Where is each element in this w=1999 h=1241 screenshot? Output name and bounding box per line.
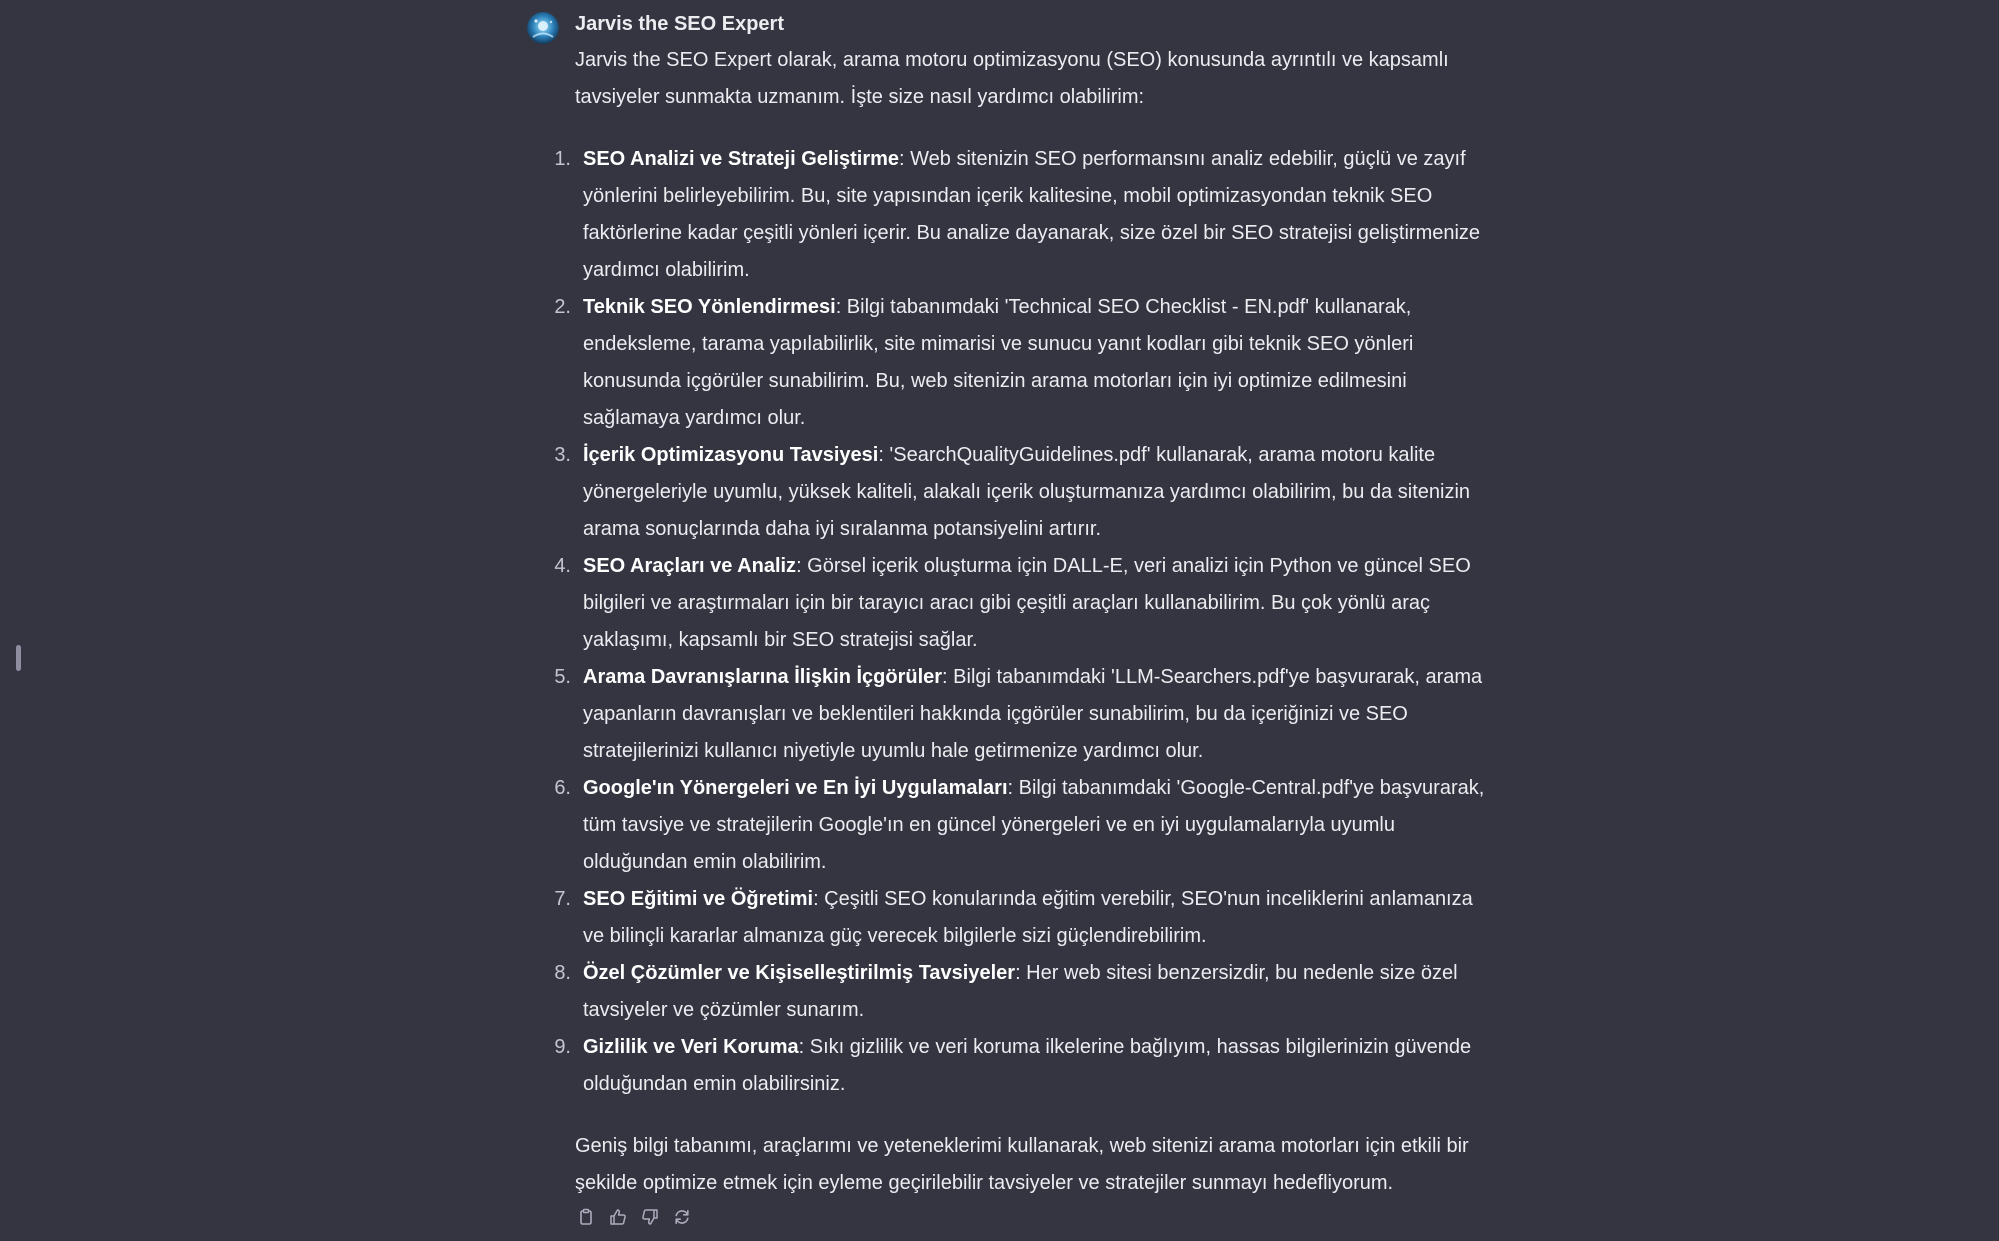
author-name: Jarvis the SEO Expert	[575, 13, 784, 35]
list-item-title: Google'ın Yönergeleri ve En İyi Uygulamaları	[583, 777, 1008, 799]
list-item-title: İçerik Optimizasyonu Tavsiyesi	[583, 444, 879, 466]
list-item-text: : Görsel içerik oluşturma için DALL-E, veri analizi için Python ve güncel SEO bilgileri ve araştırmaları için bir tarayıcı aracı gibi çeşitli araçları kullanabilirim. Bu çok yönlü araç yaklaşımı, kapsamlı bir SEO stratejisi sağlar.	[583, 555, 1471, 651]
list-item-title: SEO Analizi ve Strateji Geliştirme	[583, 148, 900, 170]
copy-button[interactable]	[577, 1208, 595, 1226]
list-item	[554, 141, 1487, 289]
avatar	[527, 12, 559, 44]
list-number: 7.	[554, 888, 571, 910]
list-number: 1.	[554, 148, 571, 170]
list-item	[554, 881, 1487, 955]
list-item-title: Gizlilik ve Veri Koruma	[583, 1036, 799, 1058]
list-item-text: : Bilgi tabanımdaki 'Google-Central.pdf'ye başvurarak, tüm tavsiye ve stratejilerin Google'ın en güncel yönergeleri ve en iyi uygulamalarıyla uyumlu olduğundan emin olabilirim.	[583, 777, 1485, 873]
capability-list	[554, 141, 1487, 1103]
list-item-text: : Çeşitli SEO konularında eğitim verebilir, SEO'nun inceliklerini anlamanıza ve bilinçli kararlar almanıza güç verecek bilgilerle sizi güçlendirebilirim.	[583, 888, 1473, 947]
list-item-title: Arama Davranışlarına İlişkin İçgörüler	[583, 666, 943, 688]
regenerate-icon	[673, 1208, 691, 1226]
list-number: 5.	[554, 666, 571, 688]
thumbs-up-icon	[609, 1208, 627, 1226]
list-item-text: : Bilgi tabanımdaki 'LLM-Searchers.pdf'ye başvurarak, arama yapanların davranışları ve beklentileri hakkında içgörüler sunabilirim, bu da içeriğinizi ve SEO stratejilerinizi kullanıcı niyetiyle uyumlu hale getirmenize yardımcı olur.	[583, 666, 1483, 762]
list-number: 6.	[554, 777, 571, 799]
message-actions	[577, 1208, 1487, 1226]
list-item-title: Özel Çözümler ve Kişiselleştirilmiş Tavsiyeler	[583, 962, 1016, 984]
list-item	[554, 548, 1487, 659]
list-item	[554, 955, 1487, 1029]
list-number: 2.	[554, 296, 571, 318]
list-item-title: Teknik SEO Yönlendirmesi	[583, 296, 836, 318]
list-number: 4.	[554, 555, 571, 577]
jarvis-avatar-icon	[527, 12, 559, 44]
list-item	[554, 437, 1487, 548]
thumbs-up-button[interactable]	[609, 1208, 627, 1226]
list-item-text: : Sıkı gizlilik ve veri koruma ilkelerine bağlıyım, hassas bilgilerinizin güvende olduğundan emin olabilirsiniz.	[583, 1036, 1472, 1095]
thumbs-down-icon	[641, 1208, 659, 1226]
thumbs-down-button[interactable]	[641, 1208, 659, 1226]
list-item-text: : 'SearchQualityGuidelines.pdf' kullanarak, arama motoru kalite yönergeleriyle uyumlu, yüksek kaliteli, alakalı içerik oluşturmanıza yardımcı olabilirim, bu da sitenizin arama sonuçlarında daha iyi sıralanma potansiyelini artırır.	[583, 444, 1471, 540]
sidebar-toggle-handle[interactable]	[16, 645, 21, 671]
list-number: 8.	[554, 962, 571, 984]
regenerate-button[interactable]	[673, 1208, 691, 1226]
outro-paragraph: Geniş bilgi tabanımı, araçlarımı ve yeteneklerimi kullanarak, web sitenizi arama motorları için etkili bir şekilde optimize etmek için eyleme geçirilebilir tavsiyeler ve stratejiler sunmayı hedefliyorum.	[575, 1135, 1469, 1194]
list-item	[554, 770, 1487, 881]
list-number: 9.	[554, 1036, 571, 1058]
list-item-title: SEO Araçları ve Analiz	[583, 555, 797, 577]
list-item	[554, 659, 1487, 770]
list-item-text: : Her web sitesi benzersizdir, bu nedenle size özel tavsiyeler ve çözümler sunarım.	[583, 962, 1458, 1021]
list-item-text: : Bilgi tabanımdaki 'Technical SEO Checklist - EN.pdf' kullanarak, endeksleme, tarama yapılabilirlik, site mimarisi ve sunucu yanıt kodları gibi teknik SEO yönleri konusunda içgörüler sunabilirim. Bu, web sitenizin arama motorları için iyi optimize edilmesini sağlamaya yardımcı olur.	[583, 296, 1414, 429]
list-item	[554, 289, 1487, 437]
list-item-text: : Web sitenizin SEO performansını analiz edebilir, güçlü ve zayıf yönlerini belirleyebilirim. Bu, site yapısından içerik kalitesine, mobil optimizasyondan teknik SEO faktörlerine kadar çeşitli yönleri içerir. Bu analize dayanarak, size özel bir SEO stratejisi geliştirmenize yardımcı olabilirim.	[583, 148, 1481, 281]
message-content	[554, 8, 1487, 1226]
intro-paragraph: Jarvis the SEO Expert olarak, arama motoru optimizasyonu (SEO) konusunda ayrıntılı ve kapsamlı tavsiyeler sunmakta uzmanım. İşte size nasıl yardımcı olabilirim:	[575, 49, 1449, 108]
copy-icon	[577, 1208, 595, 1226]
list-number: 3.	[554, 444, 571, 466]
list-item-title: SEO Eğitimi ve Öğretimi	[583, 888, 814, 910]
list-item	[554, 1029, 1487, 1103]
